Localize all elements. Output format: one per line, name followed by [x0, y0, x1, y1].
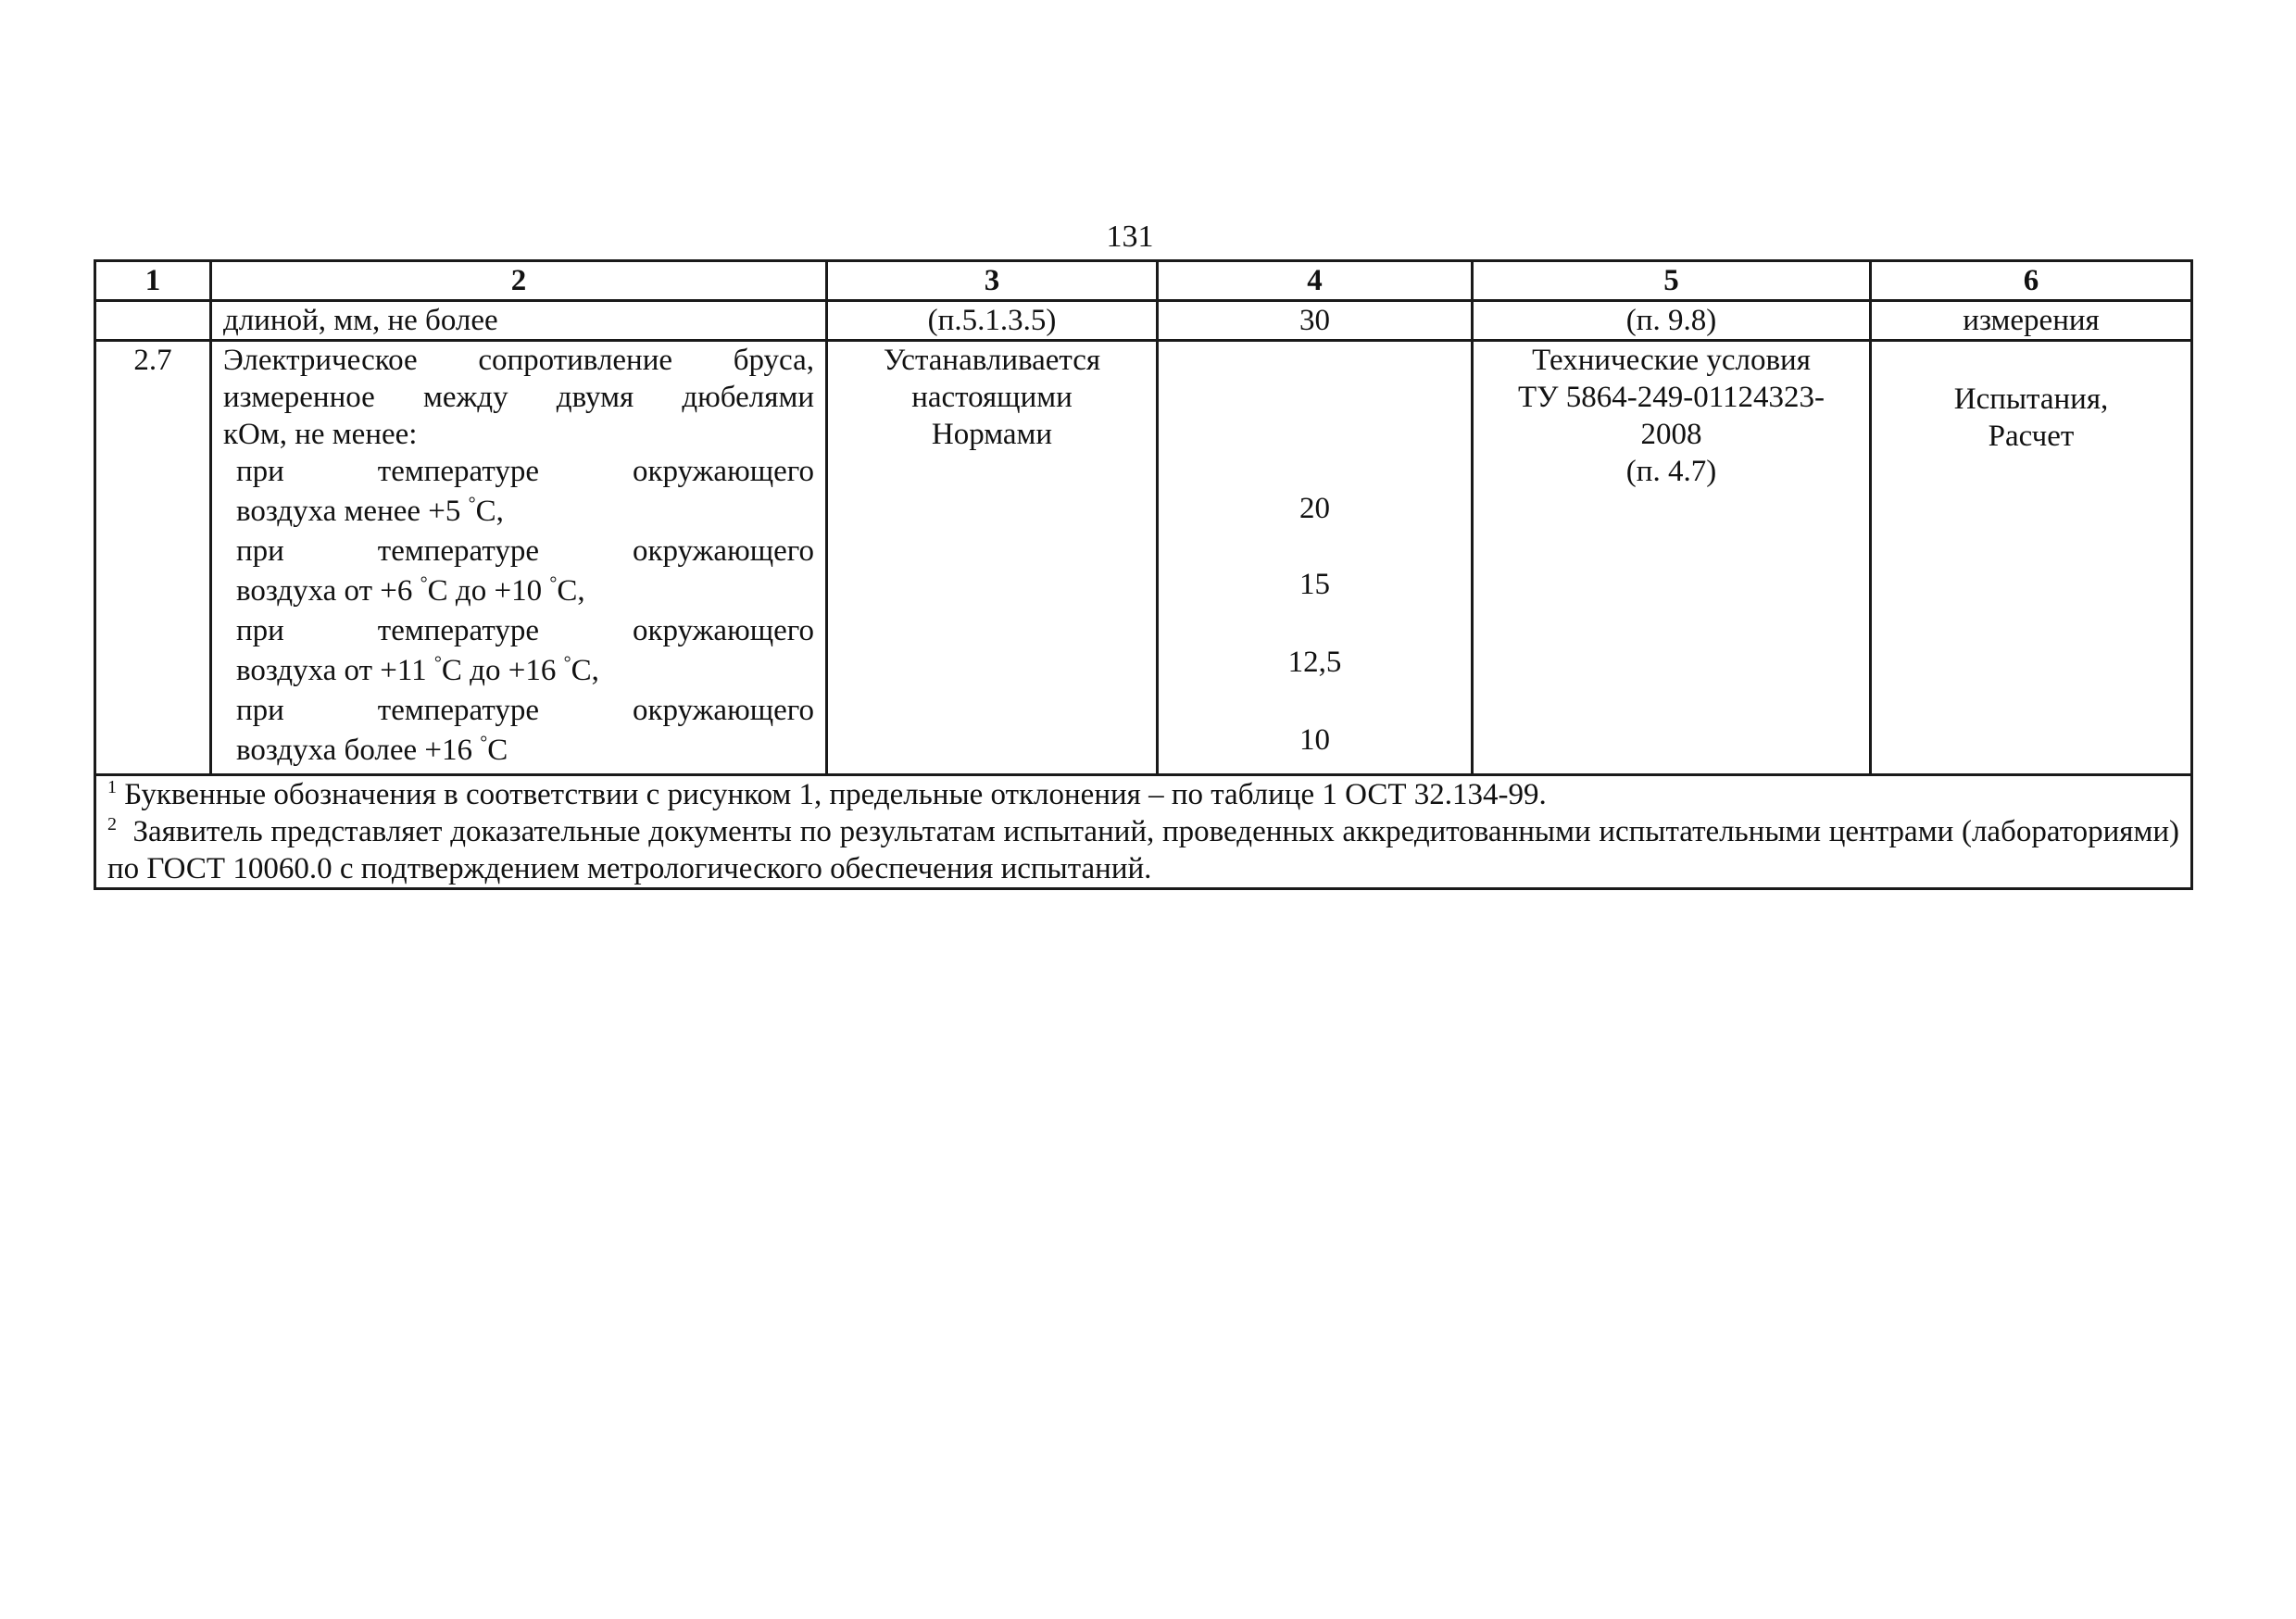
document-cell: [1473, 341, 1871, 775]
value-cell: 30: [1158, 301, 1473, 341]
description-cell: [211, 341, 827, 775]
header-cell: 2: [211, 261, 827, 301]
document-cell: (п. 9.8): [1473, 301, 1871, 341]
condition-line: при температуре окружающего: [236, 534, 814, 568]
description-line: измеренное между двумя дюбелями: [223, 381, 814, 414]
method-line: Испытания,: [1953, 383, 2109, 416]
method-cell: измерения: [1871, 301, 2192, 341]
method-line: Расчет: [1988, 420, 2075, 453]
condition-line: воздуха менее +5 °С,: [236, 494, 504, 528]
header-cell: 4: [1158, 261, 1473, 301]
reference-cell: [827, 341, 1158, 775]
condition-line: воздуха от +6 °С до +10 °С,: [236, 573, 585, 608]
resistance-value: 20: [1299, 492, 1330, 525]
document-line: Технические условия: [1532, 344, 1811, 377]
requirements-table: [94, 259, 2193, 890]
description-line: кОм, не менее:: [223, 418, 418, 451]
description-line: Электрическое сопротивление бруса,: [223, 344, 814, 377]
table-row: [95, 341, 2192, 775]
reference-line: настоящими: [911, 381, 1073, 414]
condition-line: воздуха более +16 °С: [236, 733, 508, 767]
document-line: 2008: [1640, 418, 1702, 451]
header-cell: 1: [95, 261, 211, 301]
row-number-cell: 2.7: [95, 341, 211, 775]
header-cell: 3: [827, 261, 1158, 301]
table-row: [95, 301, 2192, 341]
method-cell: [1871, 341, 2192, 775]
description-cell: длиной, мм, не более: [211, 301, 827, 341]
row-number-cell: [95, 301, 211, 341]
resistance-value: 15: [1299, 568, 1330, 601]
header-cell: 5: [1473, 261, 1871, 301]
page-number: 131: [1106, 220, 1154, 254]
condition-line: при температуре окружающего: [236, 455, 814, 488]
reference-line: Нормами: [931, 418, 1053, 451]
reference-cell: (п.5.1.3.5): [827, 301, 1158, 341]
footnotes-row: [95, 775, 2192, 889]
footnote-1: $^1$ Буквенные обозначения в соответствии с рисунком 1, предельные отклонения – по таблице 1 ОСТ 32.134-99.: [107, 777, 1547, 811]
condition-line: при температуре окружающего: [236, 614, 814, 647]
resistance-value: 10: [1299, 723, 1330, 757]
resistance-value: 12,5: [1287, 646, 1342, 679]
footnote-2: $^2$ Заявитель представляет доказательные документы по результатам испытаний, проведенных аккредитованными испытательными центрами (лабораториями) по ГОСТ 10060.0 с подтверждением метрологического обеспечения испытаний.: [107, 814, 2179, 885]
footnotes-cell: [95, 775, 2192, 889]
document-line: (п. 4.7): [1625, 455, 1717, 488]
condition-line: воздуха от +11 °С до +16 °С,: [236, 653, 599, 687]
condition-line: при температуре окружающего: [236, 694, 814, 727]
table-header-row: [95, 261, 2192, 301]
document-line: ТУ 5864-249-01124323-: [1517, 381, 1825, 414]
reference-line: Устанавливается: [883, 344, 1101, 377]
value-cell: [1158, 341, 1473, 775]
header-cell: 6: [1871, 261, 2192, 301]
